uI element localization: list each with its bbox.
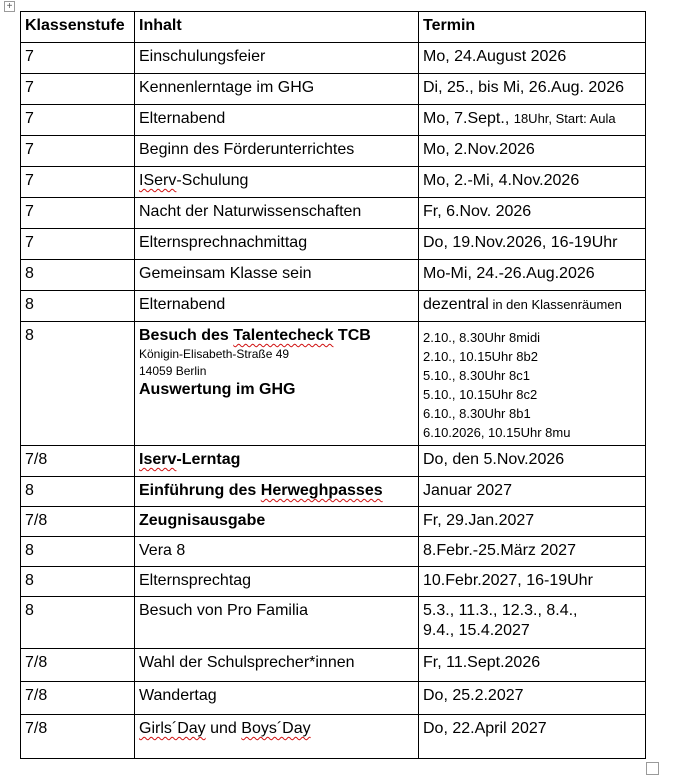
cell-content: Kennenlerntage im GHG [135,74,419,105]
cell-content: Beginn des Förderunterrichtes [135,136,419,167]
cell-date: 5.3., 11.3., 12.3., 8.4., 9.4., 15.4.2027 [419,597,646,649]
cell-date: Mo-Mi, 24.-26.Aug.2026 [419,260,646,291]
cell-date: Mo, 2.Nov.2026 [419,136,646,167]
content-title: Besuch des Talentecheck TCB [139,327,371,344]
table-row [21,682,646,715]
table-row [21,291,646,322]
cell-date: Mo, 24.August 2026 [419,43,646,74]
address-line: 14059 Berlin [139,364,207,378]
spellcheck-word: Iserv [139,451,177,468]
cell-grade: 7 [21,74,135,105]
date-line: 6.10.2026, 10.15Uhr 8mu [423,425,571,440]
cell-content: Einführung des Herweghpasses [135,477,419,507]
cell-date: Januar 2027 [419,477,646,507]
cell-grade: 8 [21,291,135,322]
cell-date: Fr, 11.Sept.2026 [419,649,646,682]
cell-content: Girls´Day und Boys´Day [135,715,419,759]
cell-content: Zeugnisausgabe [135,507,419,537]
date-line: 5.10., 8.30Uhr 8c1 [423,368,530,383]
cell-date: Fr, 29.Jan.2027 [419,507,646,537]
date-line: 6.10., 8.30Uhr 8b1 [423,406,531,421]
cell-date [419,105,646,136]
cell-grade: 7 [21,105,135,136]
cell-date: Fr, 6.Nov. 2026 [419,198,646,229]
table-row [21,507,646,537]
cell-grade: 7/8 [21,446,135,477]
cell-content: Elternsprechnachmittag [135,229,419,260]
table-header-row [21,12,646,43]
table-row [21,43,646,74]
cell-date: 8.Febr.-25.März 2027 [419,537,646,567]
table-row [21,715,646,759]
cell-grade: 8 [21,260,135,291]
cell-content: Vera 8 [135,537,419,567]
table-row [21,167,646,198]
date-note: in den Klassenräumen [488,297,622,312]
cell-grade: 7 [21,43,135,74]
spellcheck-word: Girls´Day [139,720,206,737]
cell-content: Elternabend [135,291,419,322]
cell-grade: 7/8 [21,649,135,682]
table-row [21,74,646,105]
spellcheck-word: Herweghpasses [260,482,383,499]
table-row [21,477,646,507]
cell-content [135,322,419,446]
content-title: Auswertung im GHG [139,381,296,398]
cell-content: Wahl der Schulsprecher*innen [135,649,419,682]
cell-grade: 7 [21,167,135,198]
cell-grade: 8 [21,567,135,597]
table-row [21,537,646,567]
cell-grade: 8 [21,322,135,446]
cell-grade: 7/8 [21,507,135,537]
spellcheck-word: Boys´Day [241,720,311,737]
cell-content: Wandertag [135,682,419,715]
table-row [21,567,646,597]
cell-date: Mo, 2.-Mi, 4.Nov.2026 [419,167,646,198]
cell-grade: 8 [21,477,135,507]
cell-content: Iserv-Lerntag [135,446,419,477]
date-line: 5.10., 10.15Uhr 8c2 [423,387,538,402]
cell-date [419,322,646,446]
cell-grade: 7/8 [21,682,135,715]
header-date: Termin [419,12,646,43]
table-row [21,597,646,649]
spellcheck-word: Talentecheck [233,327,334,344]
cell-grade: 7 [21,198,135,229]
cell-content: Einschulungsfeier [135,43,419,74]
cell-date: Do, den 5.Nov.2026 [419,446,646,477]
cell-grade: 8 [21,597,135,649]
header-content: Inhalt [135,12,419,43]
table-row [21,322,646,446]
cell-date: Di, 25., bis Mi, 26.Aug. 2026 [419,74,646,105]
date-main: dezentral [423,296,489,313]
cell-grade: 7 [21,136,135,167]
cell-content: Nacht der Naturwissenschaften [135,198,419,229]
cell-date: Do, 22.April 2027 [419,715,646,759]
table-row [21,105,646,136]
table-row [21,260,646,291]
date-note: 18Uhr, Start: Aula [513,111,616,126]
table-row [21,136,646,167]
cell-content: Elternabend [135,105,419,136]
date-main: Mo, 7.Sept., [423,110,514,127]
table-row [21,446,646,477]
header-grade: Klassenstufe [21,12,135,43]
table-row [21,198,646,229]
address-line: Königin-Elisabeth-Straße 49 [139,347,290,361]
cell-date [419,291,646,322]
date-line: 2.10., 8.30Uhr 8midi [423,330,541,345]
cell-grade: 8 [21,537,135,567]
content-text: -Schulung [176,172,249,189]
cell-date: Do, 19.Nov.2026, 16-19Uhr [419,229,646,260]
cell-content: Elternsprechtag [135,567,419,597]
date-line: 2.10., 10.15Uhr 8b2 [423,349,538,364]
table-move-handle[interactable]: + [4,1,15,12]
table-row [21,649,646,682]
schedule-table [20,11,646,759]
cell-grade: 7 [21,229,135,260]
cell-content: Besuch von Pro Familia [135,597,419,649]
table-row [21,229,646,260]
cell-content [135,167,419,198]
cell-grade: 7/8 [21,715,135,759]
cell-date: 10.Febr.2027, 16-19Uhr [419,567,646,597]
cell-content: Gemeinsam Klasse sein [135,260,419,291]
table-resize-handle[interactable] [646,762,659,775]
spellcheck-word: IServ [139,172,177,189]
cell-date: Do, 25.2.2027 [419,682,646,715]
